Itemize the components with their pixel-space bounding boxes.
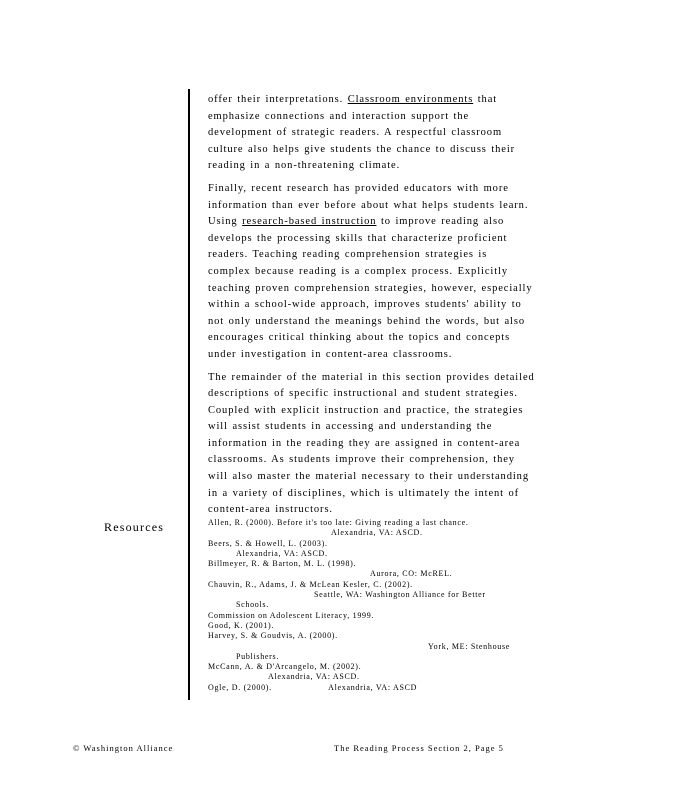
- resource-entry: Good, K. (2001).: [208, 620, 275, 630]
- footer-copyright: © Washington Alliance: [73, 743, 174, 753]
- text-line: [208, 264, 568, 281]
- text-line: [208, 214, 568, 231]
- text-segment: classrooms. As students improve their comprehension, they: [208, 454, 515, 466]
- text-segment: culture also helps give students the chance to discuss their: [208, 143, 516, 155]
- text-segment: not only understand the meanings behind the words, but also: [208, 315, 525, 327]
- resource-entry: Aurora, CO: McREL.: [370, 569, 453, 579]
- text-segment: teaching proven comprehension strategies, however, especially: [208, 282, 533, 294]
- text-segment: encourages critical thinking about the topics and concepts: [208, 332, 511, 344]
- text-line: [208, 469, 568, 486]
- resource-entry: Beers, S. & Howell, L. (2003).: [208, 538, 328, 548]
- text-line: [208, 370, 568, 387]
- text-segment: that: [473, 94, 498, 105]
- text-line: [208, 297, 568, 314]
- text-segment: under investigation in content-area classrooms.: [208, 348, 453, 360]
- text-segment: descriptions of specific instructional and student strategies.: [208, 388, 518, 400]
- text-segment: will also master the material necessary to their understanding: [208, 471, 529, 483]
- resource-entry: Chauvin, R., Adams, J. & McLean Kesler, C. (2002).: [208, 579, 413, 589]
- text-line: [208, 281, 568, 298]
- main-body: [208, 92, 568, 525]
- text-line: [208, 314, 568, 331]
- margin-rule: [188, 89, 190, 700]
- text-segment: Using: [208, 216, 243, 228]
- resource-entry: Ogle, D. (2000). Alexandria, VA: ASCD: [208, 682, 418, 692]
- underlined-link[interactable]: Classroom environments: [347, 94, 474, 105]
- resource-entry: York, ME: Stenhouse: [428, 641, 511, 651]
- text-segment: offer their interpretations.: [208, 94, 348, 105]
- resource-entry: Commission on Adolescent Literacy, 1999.: [208, 610, 375, 620]
- underlined-link[interactable]: research-based instruction: [242, 216, 377, 228]
- text-segment: readers. Teaching reading comprehension strategies is: [208, 249, 488, 261]
- resource-entry: McCann, A. & D'Arcangelo, M. (2002).: [208, 662, 362, 672]
- paragraph-1: [208, 92, 568, 175]
- text-segment: reading in a non-threatening climate.: [208, 160, 401, 172]
- text-segment: Coupled with explicit instruction and practice, the strategies: [208, 404, 524, 416]
- paragraph-3: [208, 370, 568, 519]
- resource-entry: Schools.: [236, 600, 269, 610]
- text-segment: to improve reading also: [376, 216, 505, 228]
- text-segment: content-area instructors.: [208, 504, 333, 516]
- resource-entry: Harvey, S. & Goudvis, A. (2000).: [208, 631, 338, 641]
- paragraph-2: [208, 181, 568, 364]
- text-line: [208, 330, 568, 347]
- text-segment: information in the reading they are assigned in content-area: [208, 437, 521, 449]
- text-segment: emphasize connections and interaction support the: [208, 110, 470, 122]
- text-segment: Finally, recent research has provided educators with more: [208, 182, 509, 194]
- text-line: [208, 486, 568, 503]
- text-segment: The remainder of the material in this section provides detailed: [208, 371, 535, 383]
- resource-entry: Allen, R. (2000). Before it's too late: Giving reading a last chance.: [208, 518, 469, 527]
- text-line: [208, 125, 568, 142]
- text-segment: complex because reading is a complex process. Explicitly: [208, 265, 508, 277]
- text-line: [208, 109, 568, 126]
- footer-page-info: The Reading Process Section 2, Page 5: [334, 743, 504, 753]
- text-line: [208, 419, 568, 436]
- text-line: [208, 92, 568, 109]
- resources-list: [208, 518, 548, 693]
- text-line: [208, 502, 568, 519]
- resource-entry: Alexandria, VA: ASCD.: [331, 528, 423, 538]
- text-line: [208, 347, 568, 364]
- text-line: [208, 158, 568, 175]
- text-segment: in a variety of disciplines, which is ultimately the intent of: [208, 487, 520, 499]
- resource-entry: Alexandria, VA: ASCD.: [268, 672, 360, 682]
- resource-entry: Seattle, WA: Washington Alliance for Better: [314, 590, 486, 600]
- text-line: [208, 181, 568, 198]
- text-segment: develops the processing skills that characterize proficient: [208, 232, 508, 244]
- text-line: [208, 436, 568, 453]
- resource-entry: Alexandria, VA: ASCD.: [236, 548, 328, 558]
- text-segment: within a school-wide approach, improves students' ability to: [208, 299, 522, 311]
- text-line: [208, 452, 568, 469]
- resource-entry: Billmeyer, R. & Barton, M. L. (1998).: [208, 559, 357, 569]
- text-line: [208, 231, 568, 248]
- text-line: [208, 198, 568, 215]
- text-segment: development of strategic readers. A respectful classroom: [208, 127, 503, 139]
- text-line: [208, 142, 568, 159]
- text-line: [208, 386, 568, 403]
- text-line: [208, 403, 568, 420]
- resource-entry: Publishers.: [236, 651, 280, 661]
- resources-heading: Resources: [104, 520, 165, 534]
- text-segment: will assist students in accessing and understanding the: [208, 421, 493, 433]
- text-line: [208, 247, 568, 264]
- text-segment: information than ever before about what helps students learn.: [208, 199, 529, 211]
